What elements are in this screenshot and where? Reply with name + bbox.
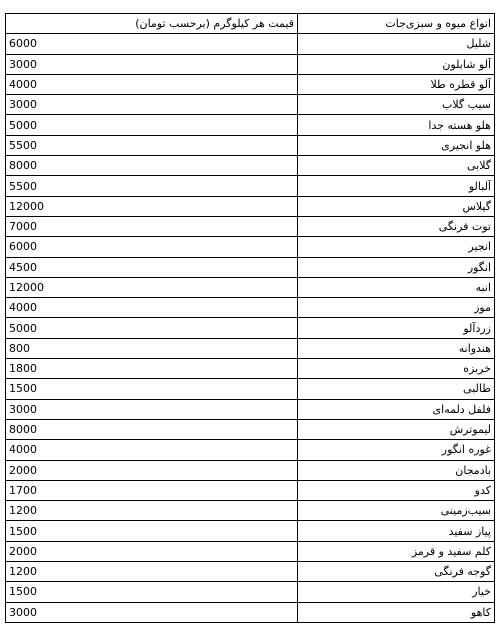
table-row [6, 359, 495, 379]
table-row [6, 176, 495, 196]
item-name-cell: فلفل دلمه‌ای [298, 399, 495, 419]
table-row [6, 440, 495, 460]
table-row [6, 338, 495, 358]
item-name-cell: آلو شابلون [298, 54, 495, 74]
table-row [6, 602, 495, 622]
table-row [6, 541, 495, 561]
item-price-cell: 4000 [6, 74, 298, 94]
item-name-cell: انجیر [298, 237, 495, 257]
item-price-cell: 5000 [6, 318, 298, 338]
item-name-cell: بادمجان [298, 460, 495, 480]
item-name-cell: خربزه [298, 359, 495, 379]
item-name-cell: آلبالو [298, 176, 495, 196]
item-name-cell: انگور [298, 257, 495, 277]
item-price-cell: 2000 [6, 541, 298, 561]
item-price-cell: 3000 [6, 54, 298, 74]
table-row [6, 34, 495, 54]
item-name-cell: انبه [298, 277, 495, 297]
item-name-cell: کلم سفید و قرمز [298, 541, 495, 561]
item-price-cell: 8000 [6, 419, 298, 439]
item-name-cell: خیار [298, 582, 495, 602]
table-row [6, 196, 495, 216]
item-name-cell: موز [298, 298, 495, 318]
item-name-cell: هندوانه [298, 338, 495, 358]
item-name-cell: گلابی [298, 156, 495, 176]
item-name-cell: شلیل [298, 34, 495, 54]
table-row [6, 562, 495, 582]
table-row [6, 54, 495, 74]
table-row [6, 460, 495, 480]
item-price-cell: 3000 [6, 602, 298, 622]
price-table [5, 13, 495, 623]
item-name-cell: غوره انگور [298, 440, 495, 460]
item-price-cell: 1800 [6, 359, 298, 379]
item-name-cell: لیموترش [298, 419, 495, 439]
item-price-cell: 1200 [6, 562, 298, 582]
item-name-cell: زردآلو [298, 318, 495, 338]
table-row [6, 216, 495, 236]
item-price-cell: 8000 [6, 156, 298, 176]
item-price-cell: 1500 [6, 521, 298, 541]
item-price-cell: 4000 [6, 298, 298, 318]
item-price-cell: 2000 [6, 460, 298, 480]
table-row [6, 298, 495, 318]
table-row [6, 115, 495, 135]
item-name-cell: هلو انجیری [298, 135, 495, 155]
price-table-body [6, 14, 495, 623]
item-name-cell: آلو قطره طلا [298, 74, 495, 94]
item-price-cell: 5500 [6, 176, 298, 196]
table-row [6, 237, 495, 257]
item-price-cell: 1500 [6, 379, 298, 399]
header-name: انواع میوه و سبزی‌جات [298, 14, 495, 34]
item-price-cell: 3000 [6, 399, 298, 419]
table-row [6, 156, 495, 176]
item-price-cell: 7000 [6, 216, 298, 236]
table-row [6, 480, 495, 500]
table-row [6, 135, 495, 155]
item-name-cell: سیب‌زمینی [298, 501, 495, 521]
item-name-cell: کدو [298, 480, 495, 500]
table-row [6, 379, 495, 399]
item-price-cell: 1200 [6, 501, 298, 521]
item-name-cell: گیلاس [298, 196, 495, 216]
item-price-cell: 1500 [6, 582, 298, 602]
table-row [6, 501, 495, 521]
item-price-cell: 6000 [6, 34, 298, 54]
table-row [6, 419, 495, 439]
table-row [6, 257, 495, 277]
table-row [6, 95, 495, 115]
item-price-cell: 4500 [6, 257, 298, 277]
item-name-cell: گوجه فرنگی [298, 562, 495, 582]
item-name-cell: سیب گلاب [298, 95, 495, 115]
header-price: قیمت هر کیلوگرم (برحسب تومان) [6, 14, 298, 34]
header-row [6, 14, 495, 34]
item-price-cell: 5000 [6, 115, 298, 135]
table-row [6, 277, 495, 297]
table-row [6, 521, 495, 541]
item-price-cell: 4000 [6, 440, 298, 460]
item-price-cell: 5500 [6, 135, 298, 155]
item-name-cell: توت فرنگی [298, 216, 495, 236]
item-price-cell: 12000 [6, 196, 298, 216]
item-name-cell: طالبی [298, 379, 495, 399]
table-row [6, 318, 495, 338]
item-name-cell: کاهو [298, 602, 495, 622]
item-price-cell: 6000 [6, 237, 298, 257]
table-row [6, 399, 495, 419]
item-price-cell: 3000 [6, 95, 298, 115]
item-name-cell: هلو هسته جدا [298, 115, 495, 135]
item-price-cell: 12000 [6, 277, 298, 297]
item-name-cell: پیاز سفید [298, 521, 495, 541]
item-price-cell: 800 [6, 338, 298, 358]
table-row [6, 582, 495, 602]
item-price-cell: 1700 [6, 480, 298, 500]
table-row [6, 74, 495, 94]
